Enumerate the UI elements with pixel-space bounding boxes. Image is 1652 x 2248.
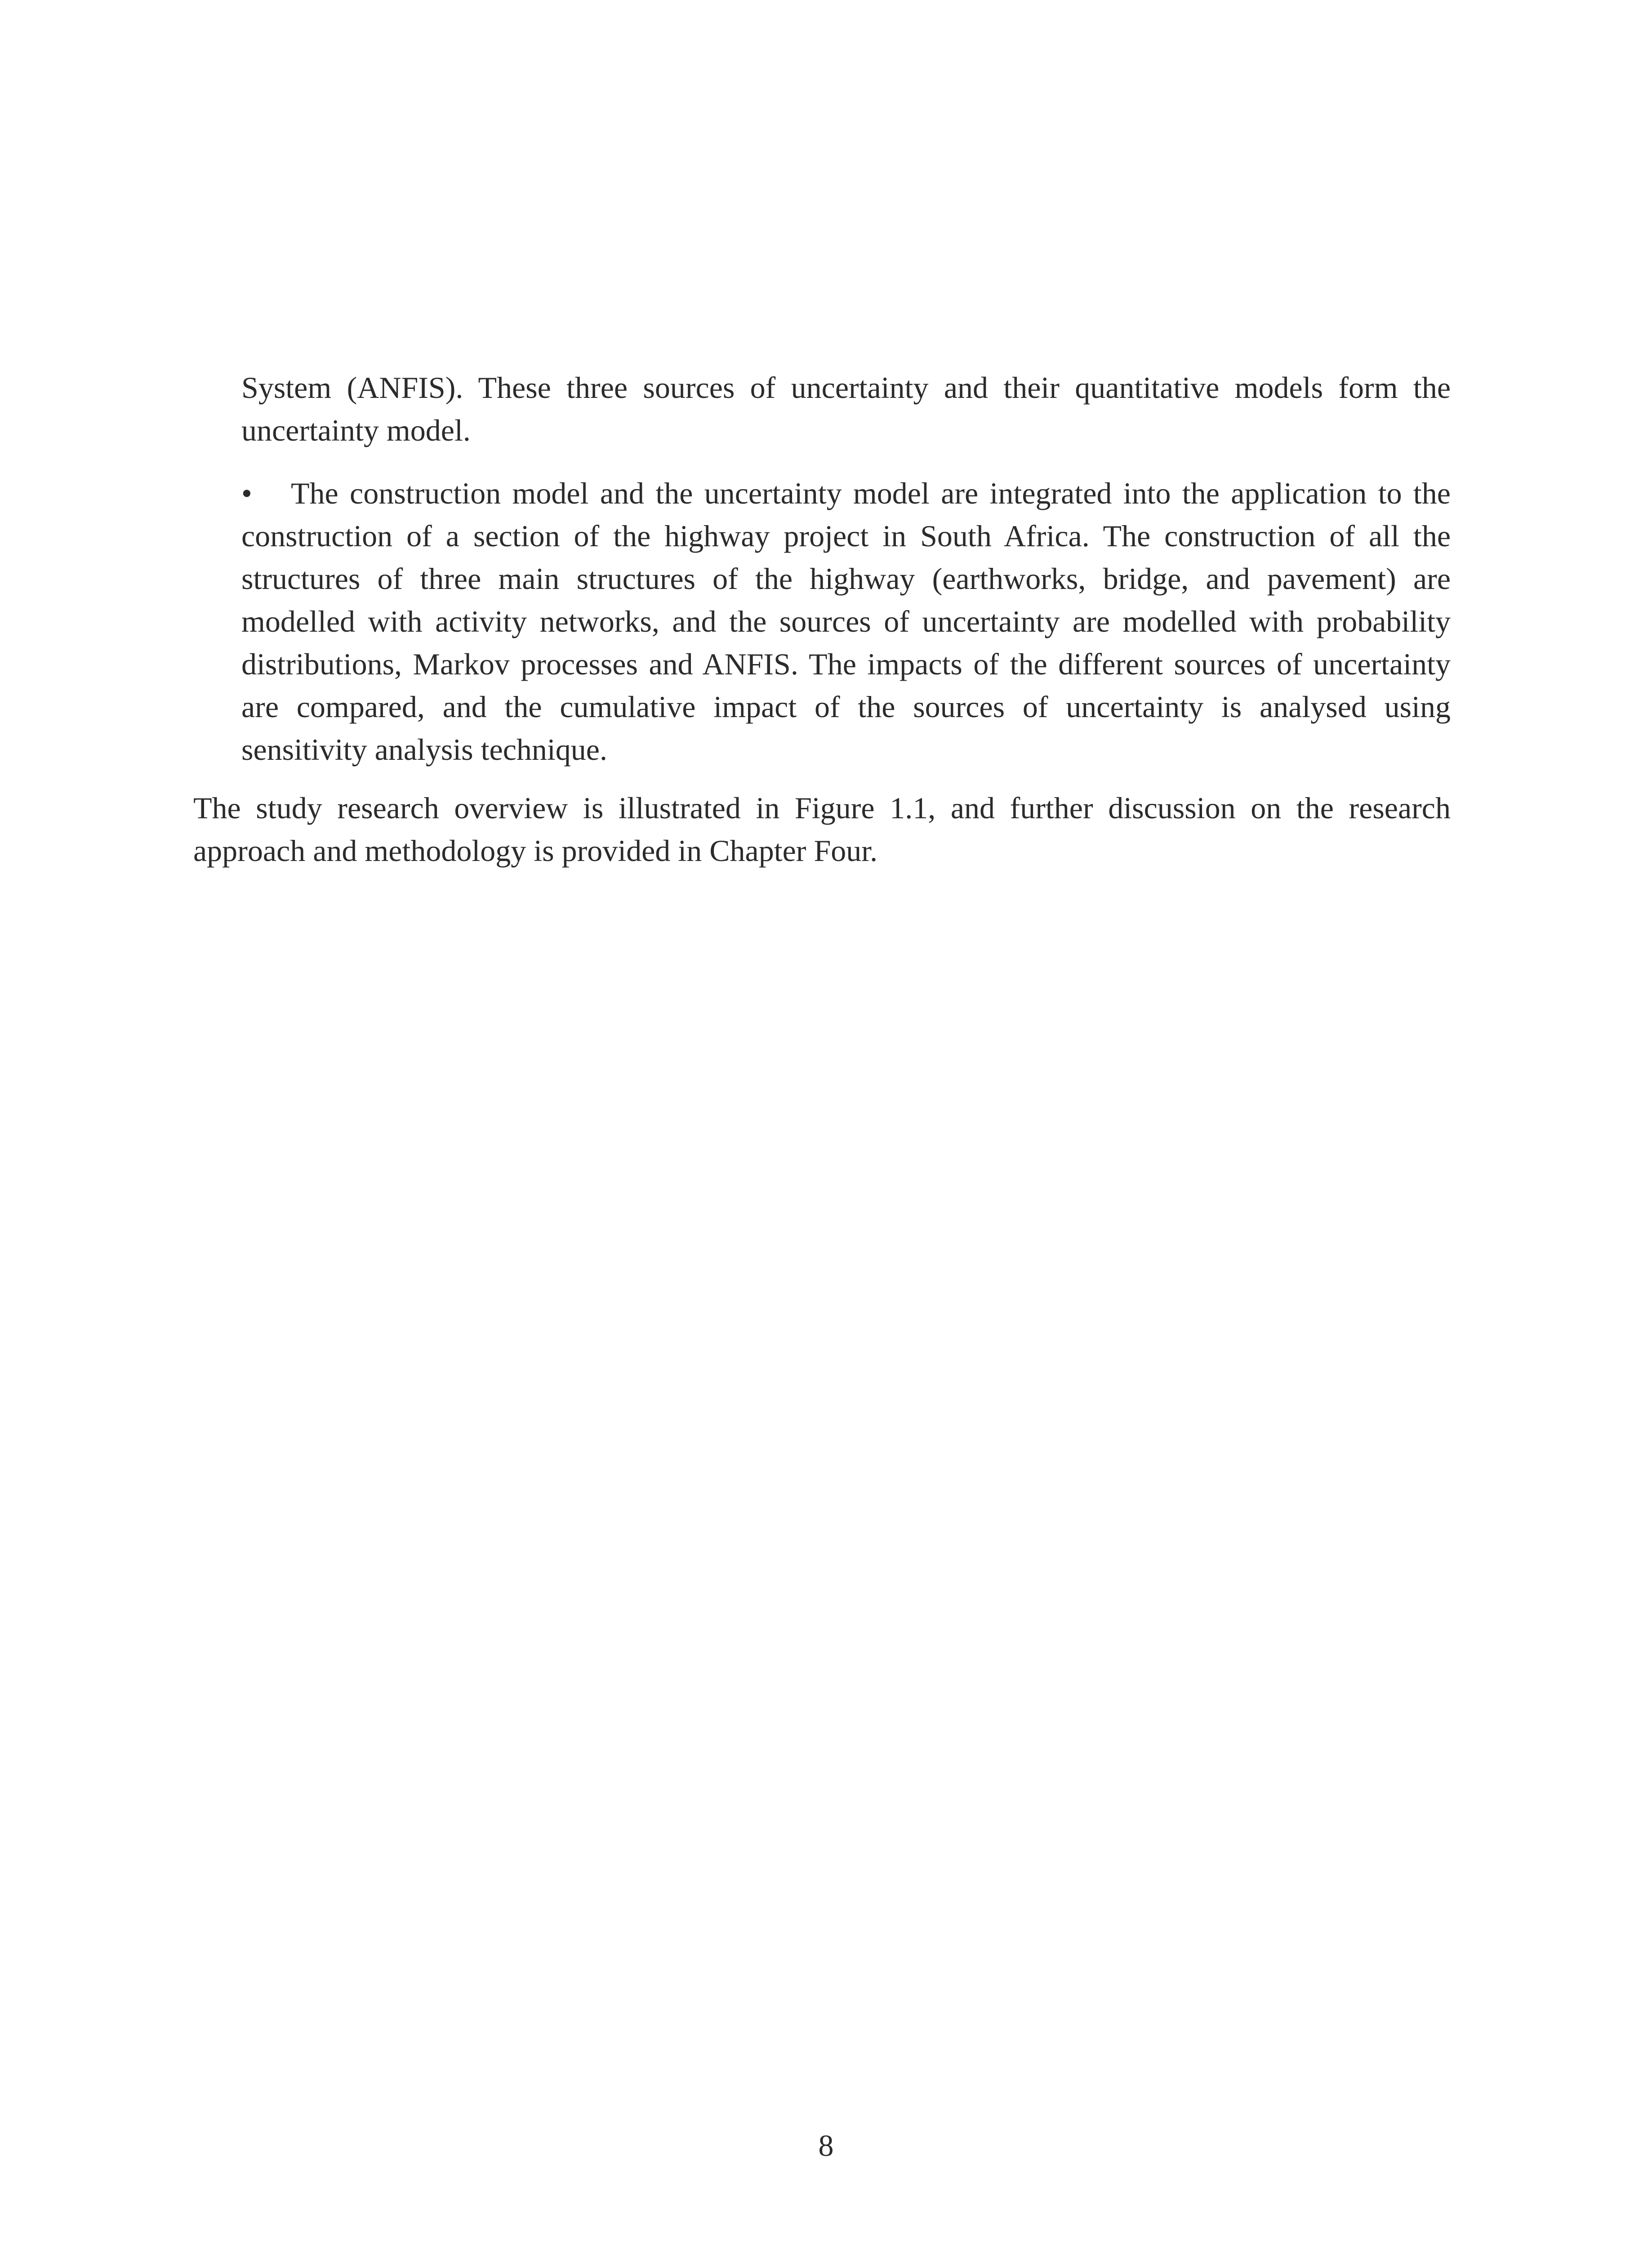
page-number: 8 — [818, 2128, 834, 2163]
bullet-marker: • — [241, 476, 252, 510]
list-continuation-text: System (ANFIS). These three sources of uncertainty and their quantitative models form the uncertainty model. — [241, 370, 1451, 447]
bullet-list-item — [241, 472, 1451, 771]
body-paragraph: The study research overview is illustrated in Figure 1.1, and further discussion on the research approach and methodology is provided in Chapter Four. — [193, 791, 1451, 868]
bullet-item-text: The construction model and the uncertainty model are integrated into the application to the construction of a section of the highway project in South Africa. The construction of all the structures of three main structures of the highway (earthworks, bridge, and pavement) are modelled with activity networks, and the sources of uncertainty are modelled with probability distributions, Markov processes and ANFIS. The impacts of the different sources of uncertainty are compared, and the cumulative impact of the sources of uncertainty is analysed using sensitivity analysis technique. — [241, 476, 1451, 767]
